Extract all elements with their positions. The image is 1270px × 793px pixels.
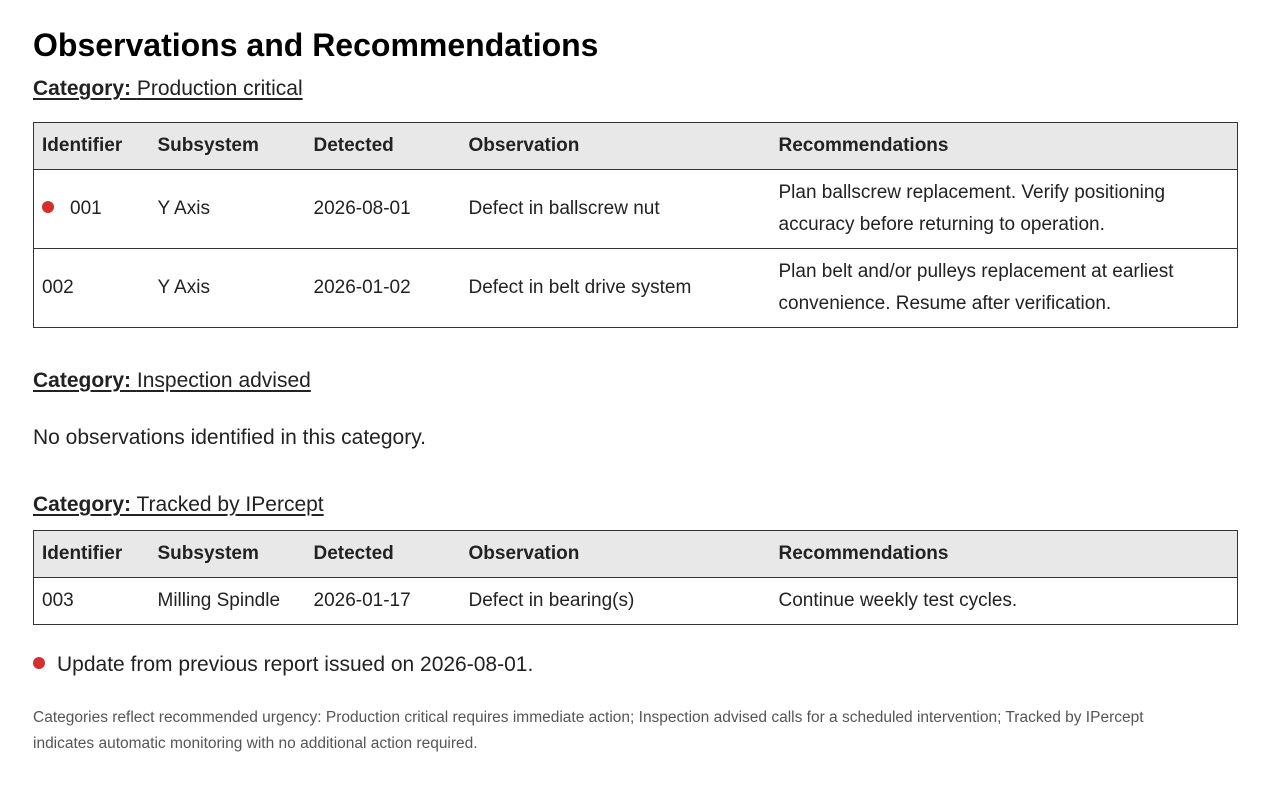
cell-detected: 2026-08-01 bbox=[306, 170, 461, 249]
cell-subsystem: Y Axis bbox=[150, 170, 306, 249]
cell-detected: 2026-01-17 bbox=[306, 578, 461, 625]
cell-observation: Defect in ballscrew nut bbox=[461, 170, 771, 249]
category-label: Category: bbox=[33, 77, 132, 100]
no-observations-text: No observations identified in this category. bbox=[33, 426, 426, 449]
update-dot-icon bbox=[33, 657, 45, 669]
cell-subsystem: Milling Spindle bbox=[150, 578, 306, 625]
category-name: Inspection advised bbox=[136, 369, 311, 392]
cell-identifier: 002 bbox=[34, 249, 150, 328]
page-title: Observations and Recommendations bbox=[33, 27, 599, 63]
header-detected: Detected bbox=[306, 531, 461, 578]
table-row bbox=[34, 170, 1238, 249]
table-row bbox=[34, 578, 1238, 625]
cell-recommendation: Plan ballscrew replacement. Verify positioning accuracy before returning to operation. bbox=[771, 170, 1238, 249]
cell-recommendation: Continue weekly test cycles. bbox=[771, 578, 1238, 625]
header-observation: Observation bbox=[461, 531, 771, 578]
cell-observation: Defect in bearing(s) bbox=[461, 578, 771, 625]
cell-identifier bbox=[34, 170, 150, 249]
identifier-text: 001 bbox=[70, 198, 102, 219]
table-header-row bbox=[34, 531, 1238, 578]
cell-detected: 2026-01-02 bbox=[306, 249, 461, 328]
cell-observation: Defect in belt drive system bbox=[461, 249, 771, 328]
table-row bbox=[34, 249, 1238, 328]
legend-text: Update from previous report issued on 2026-08-01. bbox=[57, 653, 534, 676]
table-header-row bbox=[34, 123, 1238, 170]
header-identifier: Identifier bbox=[34, 531, 150, 578]
header-subsystem: Subsystem bbox=[150, 531, 306, 578]
category-name: Tracked by IPercept bbox=[136, 493, 324, 516]
header-recommendations: Recommendations bbox=[771, 123, 1238, 170]
header-identifier: Identifier bbox=[34, 123, 150, 170]
header-recommendations: Recommendations bbox=[771, 531, 1238, 578]
category-label: Category: bbox=[33, 369, 132, 392]
cell-recommendation: Plan belt and/or pulleys replacement at earliest convenience. Resume after verification. bbox=[771, 249, 1238, 328]
header-observation: Observation bbox=[461, 123, 771, 170]
update-dot-icon bbox=[42, 201, 54, 213]
header-subsystem: Subsystem bbox=[150, 123, 306, 170]
category-heading-tracked bbox=[33, 492, 1237, 518]
production-critical-table bbox=[33, 122, 1238, 328]
category-label: Category: bbox=[33, 493, 132, 516]
category-heading-inspection-advised bbox=[33, 368, 1237, 394]
tracked-table bbox=[33, 530, 1238, 625]
category-name: Production critical bbox=[136, 77, 303, 100]
cell-identifier: 003 bbox=[34, 578, 150, 625]
update-legend bbox=[33, 653, 1237, 677]
footnote: Categories reflect recommended urgency: Production critical requires immediate action; Inspection advised calls for a scheduled intervention; Tracked by IPercept indicates automatic monitoring with no additional action required. bbox=[33, 709, 1144, 752]
category-heading-production-critical bbox=[33, 76, 1237, 102]
header-detected: Detected bbox=[306, 123, 461, 170]
cell-subsystem: Y Axis bbox=[150, 249, 306, 328]
